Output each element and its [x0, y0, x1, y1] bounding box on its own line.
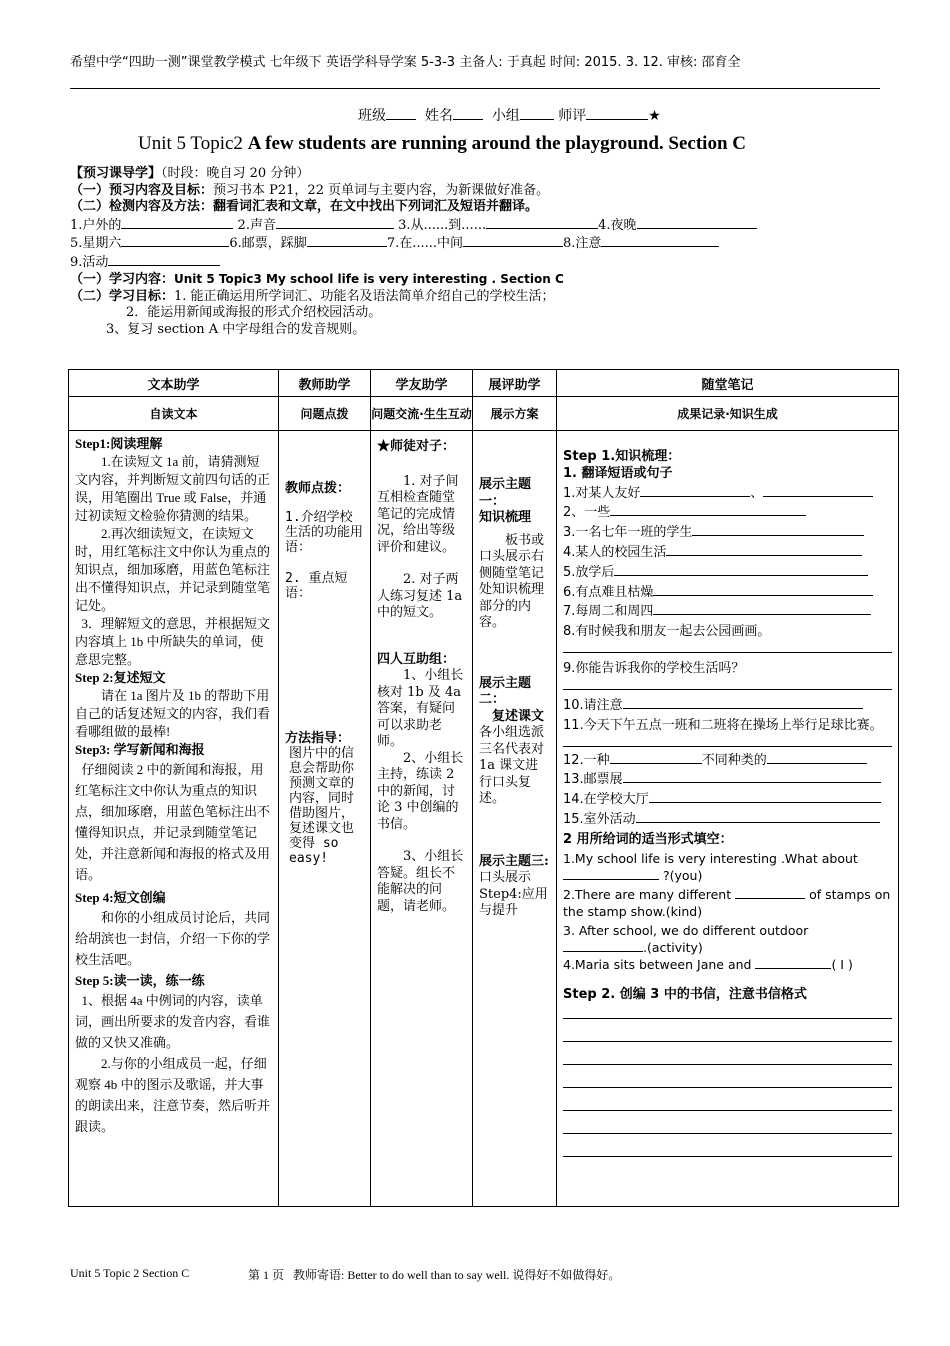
- step3-title: Step3: 学写新闻和海报: [75, 742, 205, 757]
- pair-2: 2. 对子两人练习复述 1a 中的短文。: [377, 572, 463, 620]
- step5-p1: 1、根据 4a 中例词的内容，读单词，画出所要求的发音内容，看谁做的又快又准确。: [75, 993, 271, 1050]
- vocab-item: 8.注意: [563, 236, 602, 251]
- goal-1: 1. 能正确运用所学词汇、功能名及语法简单介绍自己的学校生活；: [174, 288, 555, 304]
- vocab-item: 1.户外的: [70, 217, 122, 233]
- vocab-blank[interactable]: [108, 253, 220, 266]
- vocab-item: 6.邮票，踩脚: [229, 236, 307, 251]
- note-item-10: 10.请注意: [563, 696, 892, 716]
- note-item-15: 15.室外活动: [563, 810, 892, 830]
- preview-content-text: 预习书本 P21，22 页单词与主要内容，为新课做好准备。: [213, 182, 550, 198]
- method-text: 图片中的信息会帮助你预测文章的内容，同时借助图片，复述课文也变得 so easy!: [289, 746, 355, 866]
- answer-line[interactable]: [563, 679, 892, 690]
- answer-blank[interactable]: [653, 583, 873, 596]
- group-2: 2、小组长主持，练读 2 中的新闻，讨论 3 中创编的书信。: [377, 750, 464, 832]
- vocab-item: 7.在......中间: [386, 236, 464, 251]
- step2-p: 请在 1a 图片及 1b 的帮助下用自己的话复述短文的内容，我们看看哪组做的最棒!: [75, 688, 271, 739]
- theme3-title: 展示主题三:: [479, 853, 549, 869]
- page-title: [138, 133, 746, 155]
- header-divider: [70, 88, 880, 89]
- group-blank[interactable]: [520, 107, 554, 120]
- note-item-4: 4.某人的校园生活: [563, 543, 892, 563]
- vocab-item: 5.星期六: [70, 236, 122, 251]
- show-plan-cell: [473, 431, 557, 1207]
- theme3-text: 口头展示 Step4:应用与提升: [479, 870, 548, 918]
- step2-title: Step 2:复述短文: [75, 670, 166, 685]
- vocab-blank[interactable]: [601, 234, 719, 247]
- vocab-row-1: [70, 216, 880, 235]
- col-header-peer: 学友助学: [371, 370, 473, 397]
- title-bold: A few students are running around the playground. Section C: [247, 133, 747, 154]
- vocab-item: 9.活动: [70, 254, 109, 270]
- fill-2: 2.There are many different of stamps on the stamp show.(kind): [563, 886, 891, 919]
- writing-line[interactable]: [563, 1019, 892, 1042]
- vocab-item: 2.声音: [237, 217, 276, 233]
- group-title: 四人互助组：: [377, 651, 456, 667]
- notes-sub1: 1. 翻译短语或句子: [563, 465, 673, 481]
- class-notes-cell: Step 1.知识梳理： 1. 翻译短语或句子 1.对某人友好 、 2、一些 3.一名七年一班的学生 4.某人的校园生活 5.放学后 6.有点难且枯燥 7.每周二和周四 8.有时候我和朋友一起去公园画画。 9.你能告诉我你的学校生活吗？ 10.请注意 11.今天下午五点一班和二班将在操场上举行足球比赛。 12.一种 不同种类的 13.邮票展 14.在学校大厅 15.室外活动 2 用所给词的适当形式填空： 1.My school life is very interesting .What about ?(you) 2.There are many different of stamps on the stamp show.(kind) 3. After school, we do different outdoor .(activity) 4.Maria sits between Jane and ( I ) Step 2. 创编 3 中的书信，注意书信格式: [557, 431, 899, 1207]
- answer-blank[interactable]: [649, 790, 881, 803]
- fill-blank[interactable]: [735, 886, 805, 899]
- page-header: 希望中学“四助一测”课堂教学模式 七年级下 英语学科导学案 5-3-3 主备人: 于真起 时间: 2015. 3. 12. 审核: 邵育全: [70, 55, 741, 70]
- student-info: [358, 105, 661, 125]
- step5-p2: 2.与你的小组成员一起，仔细观察 4b 中的图示及歌谣，并大事的朗读出来，注意节奏，然后听并跟读。: [75, 1056, 271, 1134]
- answer-blank[interactable]: [767, 751, 867, 764]
- answer-blank[interactable]: [763, 484, 873, 497]
- note-item-12: 12.一种 不同种类的: [563, 751, 892, 771]
- answer-line[interactable]: [563, 642, 892, 653]
- pair-1: 1. 对子间互相检查随堂笔记的完成情况，给出等级评价和建议。: [377, 473, 459, 555]
- preview-time: （时段：晚自习 20 分钟）: [161, 166, 310, 181]
- fill-3: 3. After school, we do different outdoor: [563, 922, 809, 938]
- notes-step1-title: Step 1.知识梳理：: [563, 449, 681, 464]
- peer-help-cell: [371, 431, 473, 1207]
- theme2-text: 各小组选派三名代表对 1a 课文进行口头复述。: [479, 725, 545, 806]
- vocab-row-3: [70, 253, 880, 272]
- subheader-results: 成果记录·知识生成: [557, 397, 899, 431]
- writing-line[interactable]: [563, 1088, 892, 1111]
- name-label: 姓名: [424, 108, 453, 124]
- answer-line[interactable]: [563, 736, 892, 747]
- vocab-blank[interactable]: [121, 234, 229, 247]
- learning-content-label: （一）学习内容：: [70, 272, 175, 287]
- note-item-3: 3.一名七年一班的学生: [563, 523, 892, 543]
- class-label: 班级: [358, 108, 386, 124]
- notes-step2-title: Step 2. 创编 3 中的书信，注意书信格式: [563, 986, 807, 1002]
- class-blank[interactable]: [386, 107, 416, 120]
- step5-title: Step 5:读一读，练一练: [75, 973, 205, 988]
- goal-2: 2．能运用新闻或海报的形式介绍校园活动。: [126, 305, 382, 320]
- teacher-tip-2: 2. 重点短语：: [285, 571, 348, 601]
- note-item-1: 1.对某人友好 、: [563, 484, 892, 504]
- vocab-item: 3.从......到......: [398, 217, 487, 233]
- fill-blank[interactable]: [755, 956, 831, 969]
- method-title: 方法指导：: [285, 731, 351, 746]
- answer-blank[interactable]: [623, 770, 881, 783]
- answer-blank[interactable]: [614, 563, 868, 576]
- preview-heading: 【预习课导学】: [70, 166, 162, 181]
- step3-p: 仔细阅读 2 中的新闻和海报，用红笔标注文中你认为重点的知识点，细加琢磨，用蓝色笔标注出不懂得知识点，并记录到随堂笔记处，并注意新闻和海报的格式及用语。: [75, 762, 271, 882]
- note-item-14: 14.在学校大厅: [563, 790, 892, 810]
- answer-blank[interactable]: [653, 602, 871, 615]
- writing-line[interactable]: [563, 1004, 892, 1019]
- note-item-2: 2、一些: [563, 503, 892, 523]
- vocab-row-2: [70, 234, 880, 253]
- vocab-blank[interactable]: [637, 216, 757, 229]
- writing-line[interactable]: [563, 1042, 892, 1065]
- step4-p: 和你的小组成员讨论后，共同给胡滨也一封信，介绍一下你的学校生活吧。: [75, 910, 271, 967]
- pair-title: ★师徒对子：: [377, 439, 456, 454]
- preview-method: （二）检测内容及方法：翻看词汇表和文章，在文中找出下列词汇及短语并翻译。: [70, 199, 539, 214]
- subheader-self-read: 自读文本: [69, 397, 279, 431]
- note-item-8: 8.有时候我和朋友一起去公园画画。: [563, 624, 771, 640]
- writing-line[interactable]: [563, 1065, 892, 1088]
- subheader-exchange: 问题交流·生生互动: [371, 397, 473, 431]
- note-item-5: 5.放学后: [563, 563, 892, 583]
- fill-blank[interactable]: [563, 867, 659, 880]
- answer-blank[interactable]: [640, 484, 750, 497]
- writing-line[interactable]: [563, 1134, 892, 1157]
- notes-sub2: 2 用所给词的适当形式填空：: [563, 831, 733, 847]
- col-header-text: 文本助学: [69, 370, 279, 397]
- footer-right: [248, 1266, 620, 1283]
- note-item-11: 11.今天下午五点一班和二班将在操场上举行足球比赛。: [563, 717, 883, 733]
- col-header-show: 展评助学: [473, 370, 557, 397]
- answer-blank[interactable]: [692, 523, 864, 536]
- fill-4: 4.Maria sits between Jane and ( I ): [563, 956, 853, 972]
- teacher-motto: 教师寄语: Better to do well than to say well. 说得好不如做得好。: [293, 1268, 621, 1282]
- vocab-item: 4.夜晚: [598, 217, 637, 233]
- page-number: 第 1 页: [248, 1268, 285, 1282]
- group-3: 3、小组长答疑。组长不能解决的问题，请老师。: [377, 849, 464, 914]
- step1-p2: 2.再次细读短文，在读短文时，用红笔标注文中你认为重点的知识点，细加琢磨，用蓝色笔标注出不懂得知识点，并记录到随堂笔记处。: [75, 526, 271, 613]
- self-read-cell: [69, 431, 279, 1207]
- subheader-plan: 展示方案: [473, 397, 557, 431]
- teacher-tip-1: 1.介绍学校生活的功能用语：: [285, 510, 364, 555]
- group-1: 1、小组长核对 1b 及 4a 答案，有疑问可以求助老师。: [377, 668, 464, 749]
- theme1-title: 展示主题一：: [479, 477, 532, 509]
- col-header-notes: 随堂笔记: [557, 370, 899, 397]
- teacher-eval-blank[interactable]: [586, 107, 648, 120]
- writing-line[interactable]: [563, 1111, 892, 1134]
- study-table: [68, 369, 899, 1207]
- goal-3: 3、复习 section A 中字母组合的发音规则。: [106, 321, 366, 337]
- answer-blank[interactable]: [666, 543, 862, 556]
- star-icon: ★: [648, 108, 661, 124]
- goals-label: （二）学习目标：: [70, 288, 175, 304]
- title-prefix: Unit 5 Topic2: [138, 133, 248, 154]
- group-label: 小组: [491, 108, 520, 124]
- step1-p3: 3．理解短文的意思，并根据短文内容填上 1b 中所缺失的单词，使意思完整。: [75, 616, 271, 667]
- vocab-blank[interactable]: [276, 216, 394, 229]
- theme1-text: 板书或口头展示右侧随堂笔记处知识梳理部分的内容。: [479, 532, 545, 630]
- step4-title: Step 4:短文创编: [75, 890, 166, 905]
- footer-unit: Unit 5 Topic 2 Section C: [70, 1266, 190, 1280]
- theme2-sub: 复述课文: [492, 708, 545, 724]
- answer-blank[interactable]: [610, 503, 806, 516]
- teacher-eval-label: 师评: [558, 108, 587, 124]
- theme1-sub: 知识梳理: [479, 510, 532, 525]
- preview-content-label: （一）预习内容及目标：: [70, 182, 214, 198]
- note-item-13: 13.邮票展: [563, 770, 892, 790]
- answer-blank[interactable]: [636, 810, 880, 823]
- learning-content: Unit 5 Topic3 My school life is very interesting . Section C: [174, 272, 564, 286]
- preview-section: [70, 166, 880, 338]
- note-item-7: 7.每周二和周四: [563, 602, 892, 622]
- step1-title: Step1:阅读理解: [75, 436, 163, 451]
- theme2-title: 展示主题二：: [479, 675, 532, 707]
- answer-blank[interactable]: [610, 751, 702, 764]
- name-blank[interactable]: [453, 107, 483, 120]
- note-item-9: 9.你能告诉我你的学校生活吗？: [563, 660, 745, 676]
- step1-p1: 1.在读短文 1a 前，请猜测短文内容，并判断短文前四句话的正误，用笔圈出 True 或 False，并通过初读短文检验你猜测的结果。: [75, 454, 271, 523]
- teacher-tip-title: 教师点拨：: [285, 481, 351, 496]
- subheader-questions: 问题点拨: [279, 397, 371, 431]
- answer-blank[interactable]: [623, 696, 863, 709]
- fill-blank[interactable]: [563, 939, 643, 952]
- vocab-blank[interactable]: [307, 234, 387, 247]
- teacher-tips-cell: [279, 431, 371, 1207]
- fill-1: 1.My school life is very interesting .What about: [563, 850, 858, 866]
- col-header-teacher: 教师助学: [279, 370, 371, 397]
- vocab-blank[interactable]: [486, 216, 598, 229]
- note-item-6: 6.有点难且枯燥: [563, 583, 892, 603]
- vocab-blank[interactable]: [121, 216, 233, 229]
- vocab-blank[interactable]: [463, 234, 563, 247]
